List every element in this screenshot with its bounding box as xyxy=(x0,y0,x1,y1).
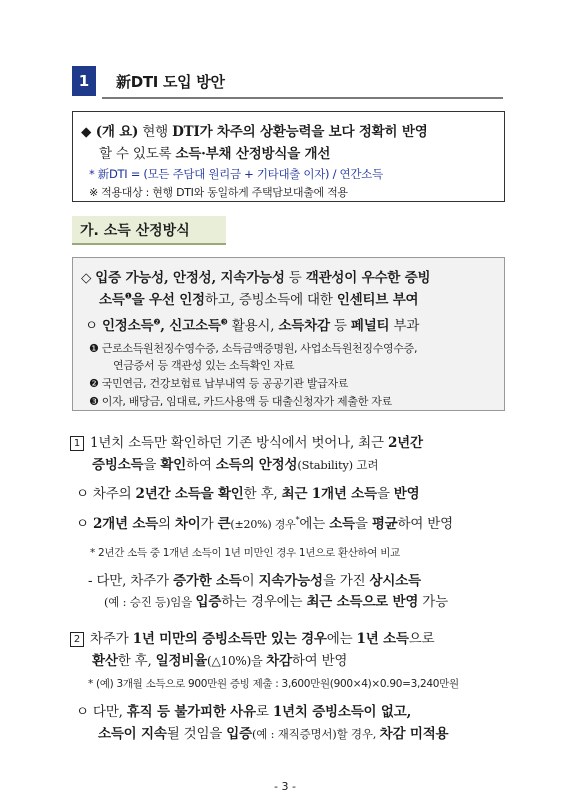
item1-line-1 xyxy=(70,431,423,451)
body-text: 가능 xyxy=(418,594,448,610)
section-divider xyxy=(102,97,503,99)
body-text: 하여 반영 xyxy=(397,516,453,532)
body-emphasis: 소득 xyxy=(329,516,355,532)
body-emphasis: 입증 xyxy=(226,726,252,742)
method-line-1 xyxy=(81,266,430,286)
overview-emphasis: DTI가 차주의 상환능력을 보다 정확히 반영 xyxy=(172,124,428,140)
income-method-box xyxy=(72,257,505,411)
body-text: ㅇ xyxy=(76,516,93,532)
body-text: 가 xyxy=(200,516,218,532)
body-text: 될 것임을 xyxy=(166,726,227,742)
body-text: 하여 xyxy=(186,457,216,473)
footnote-1a: ❶ 근로소득원천징수영수증, 소득금액증명원, 사업소득원천징수영수증, xyxy=(89,342,418,355)
body-text: 에는 xyxy=(299,516,330,532)
footnote-marker: ❸ xyxy=(220,317,228,327)
footnote-marker: * xyxy=(295,515,300,525)
body-emphasis: 2년간 xyxy=(387,435,423,451)
body-text: 으로 xyxy=(408,631,435,647)
item2-bullet-1 xyxy=(76,700,411,720)
body-emphasis: 1년 소득 xyxy=(356,631,409,647)
body-emphasis: 소득이 지속 xyxy=(98,726,167,742)
method-emphasis: 소득 xyxy=(99,292,125,308)
section-title: 新DTI 도입 방안 xyxy=(116,73,225,91)
body-text: ㅇ 차주의 xyxy=(76,486,136,502)
body-text: 1년치 소득만 확인하던 기존 방식에서 벗어나, 최근 xyxy=(90,435,388,451)
overview-text: 할 수 있도록 xyxy=(99,146,176,162)
footnote-1b: 연금증서 등 객관성 있는 소득확인 자료 xyxy=(113,359,295,372)
body-text: 한 후, xyxy=(243,486,282,502)
item2-line-2 xyxy=(92,649,347,669)
body-emphasis: 상시소득 xyxy=(369,573,421,589)
body-text: 을 xyxy=(143,457,161,473)
method-text: 활용시, xyxy=(227,318,279,334)
item2-line-1 xyxy=(70,627,434,647)
body-text: (△10%)을 xyxy=(207,654,267,668)
method-text: 등 xyxy=(284,270,306,286)
item1-dash-2 xyxy=(104,590,448,610)
overview-note: ※ 적용대상 : 현행 DTI와 동일하게 주택담보대출에 적용 xyxy=(89,186,348,199)
body-emphasis: 지속가능성 xyxy=(258,573,323,589)
overview-line-1 xyxy=(81,120,428,140)
item1-bullet-1 xyxy=(76,482,419,502)
body-text: (예 : 재직증명서)할 경우, xyxy=(251,727,380,741)
body-emphasis: 확인 xyxy=(160,457,186,473)
item-number-box: 1 xyxy=(70,436,84,451)
body-emphasis: 1년치 증빙소득이 없고, xyxy=(272,704,412,720)
body-text: 을 xyxy=(376,486,394,502)
body-emphasis: 최근 소득으로 반영 xyxy=(306,594,419,610)
item1-line-2 xyxy=(92,453,378,473)
item1-note: * 2년간 소득 중 1개년 소득이 1년 미만인 경우 1년으로 환산하여 비교 xyxy=(90,547,400,559)
body-emphasis: 평균 xyxy=(371,516,398,532)
body-emphasis: 최근 1개년 소득 xyxy=(281,486,377,502)
section-number: 1 xyxy=(72,66,96,96)
overview-line-2 xyxy=(99,142,330,162)
footnote-marker: ❶ xyxy=(124,291,132,301)
method-emphasis: 객관성이 우수한 증빙 xyxy=(305,270,431,286)
item2-note: * (예) 3개월 소득으로 900만원 증빙 제출 : 3,600만원(900×4)×0.90=3,240만원 xyxy=(88,678,459,690)
body-text: (±20%) 경우 xyxy=(230,518,296,531)
body-emphasis: 1년 미만의 증빙소득만 있는 경우 xyxy=(132,631,327,647)
body-text: 을 xyxy=(354,516,372,532)
method-emphasis: 입증 가능성, 안정성, 지속가능성 xyxy=(95,270,285,286)
body-emphasis: 반영 xyxy=(393,486,420,502)
body-emphasis: 차감 미적용 xyxy=(379,726,449,742)
circle-bullet-icon: ㅇ xyxy=(85,318,102,334)
method-text: 등 xyxy=(329,318,351,334)
body-emphasis: 환산 xyxy=(92,653,118,669)
item2-bullet-2 xyxy=(98,722,448,742)
method-text: 하고, 증빙소득에 대한 xyxy=(204,292,337,308)
body-text: 하는 경우에는 xyxy=(221,594,307,610)
body-text: 이 xyxy=(241,573,259,589)
body-emphasis: 소득의 안정성 xyxy=(215,457,298,473)
body-text: 에는 xyxy=(326,631,357,647)
body-text: 의 xyxy=(158,516,175,532)
overview-text: 현행 xyxy=(138,124,173,140)
method-emphasis: 소득차감 xyxy=(278,318,330,334)
footnote-3: ❸ 이자, 배당금, 임대료, 카드사용액 등 대출신청자가 제출한 자료 xyxy=(89,395,392,408)
footnote-marker: ❷ xyxy=(153,317,161,327)
footnote-2: ❷ 국민연금, 건강보험료 납부내역 등 공공기관 발급자료 xyxy=(89,377,349,390)
body-emphasis: 2년간 소득을 확인 xyxy=(135,486,244,502)
item1-bullet-2 xyxy=(76,512,453,532)
body-emphasis: 증가한 소득 xyxy=(172,573,242,589)
method-emphasis: 을 우선 인정 xyxy=(131,292,205,308)
body-text: (예 : 승진 등)임을 xyxy=(104,595,196,609)
body-text: (Stability) 고려 xyxy=(297,458,379,472)
method-emphasis: 페널티 xyxy=(350,318,390,334)
body-emphasis: 휴직 등 불가피한 사유 xyxy=(126,704,256,720)
body-text: 한 후, xyxy=(117,653,156,669)
method-emphasis: , 신고소득 xyxy=(160,318,221,334)
body-text: 로 xyxy=(255,704,273,720)
body-emphasis: 큰 xyxy=(217,516,231,532)
diamond-outline-icon: ◇ xyxy=(81,270,96,286)
body-text: 하여 반영 xyxy=(291,653,348,669)
body-emphasis: 차이 xyxy=(174,516,201,532)
overview-emphasis: 소득·부채 산정방식을 개선 xyxy=(175,146,331,162)
method-line-2 xyxy=(99,288,418,308)
diamond-bullet-icon: ◆ xyxy=(81,124,96,140)
body-emphasis: 입증 xyxy=(195,594,222,610)
body-emphasis: 2개년 소득 xyxy=(92,516,158,532)
body-emphasis: 차감 xyxy=(266,653,292,669)
body-text: - 다만, 차주가 xyxy=(88,573,173,589)
body-emphasis: 일정비율 xyxy=(155,653,208,669)
item1-dash-1 xyxy=(88,569,421,589)
dti-formula: * 新DTI = (모든 주담대 원리금 + 기타대출 이자) / 연간소득 xyxy=(89,167,383,181)
body-text: 차주가 xyxy=(90,631,133,647)
method-text: 부과 xyxy=(389,318,420,334)
method-emphasis: 인정소득 xyxy=(101,318,154,334)
method-emphasis: 인센티브 부여 xyxy=(336,292,419,308)
method-line-3 xyxy=(85,314,419,334)
item-number-box: 2 xyxy=(70,632,84,647)
overview-box xyxy=(72,111,505,202)
overview-label: (개 요) xyxy=(95,124,139,140)
body-emphasis: 증빙소득 xyxy=(92,457,144,473)
body-text: ㅇ 다만, xyxy=(76,704,127,720)
page-number: - 3 - xyxy=(274,780,296,793)
subsection-title: 가. 소득 산정방식 xyxy=(80,223,190,239)
body-text: 을 가진 xyxy=(322,573,370,589)
